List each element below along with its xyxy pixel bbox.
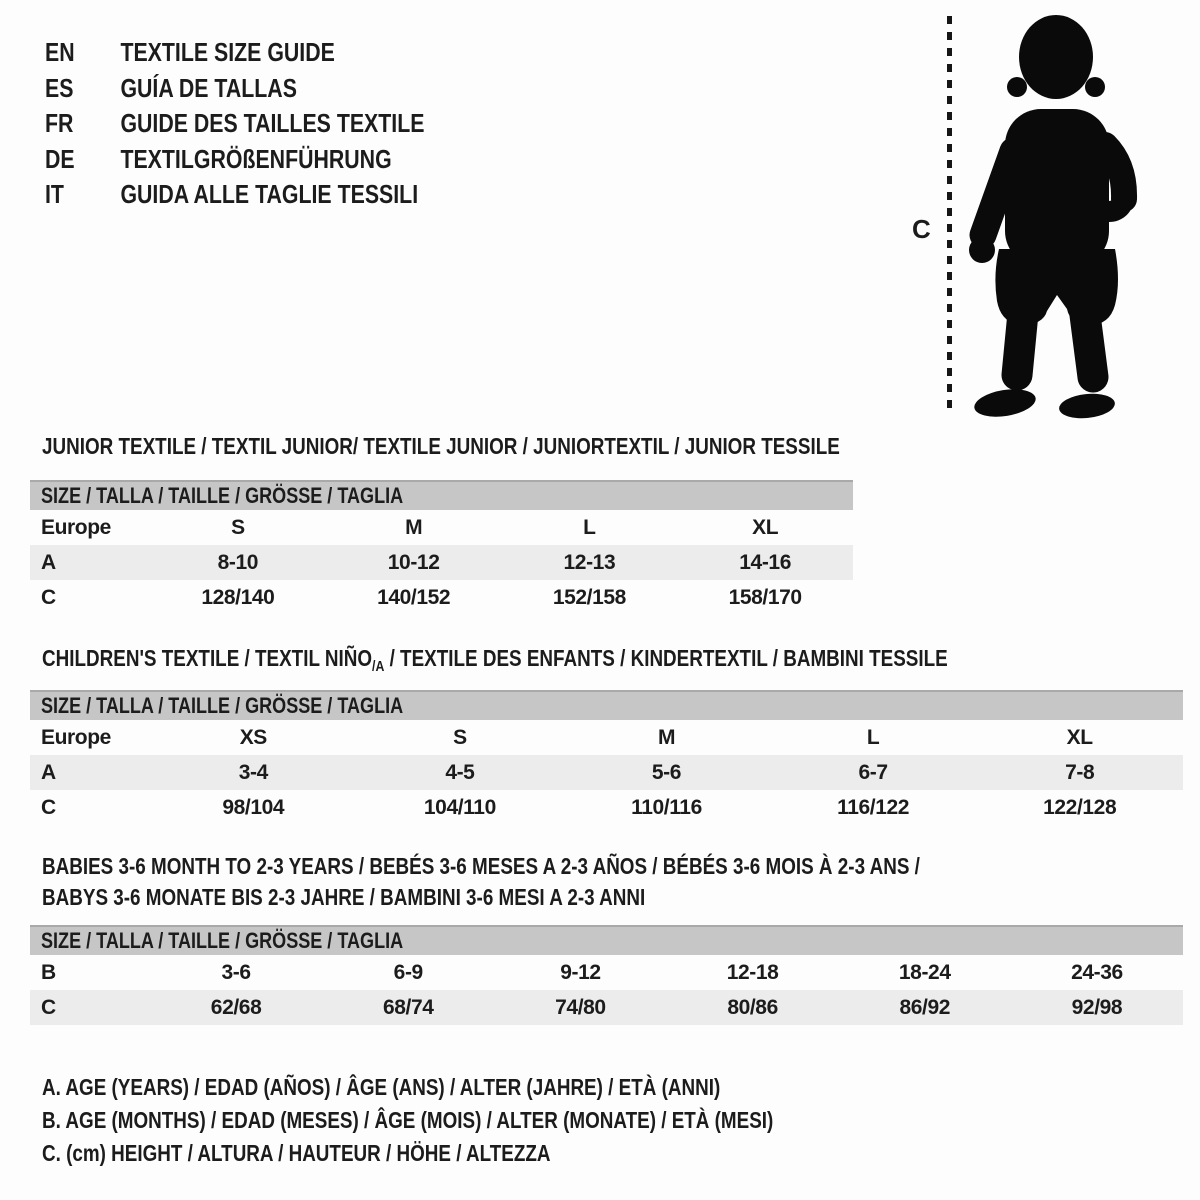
size-cell: M (405, 515, 423, 539)
junior-size-table (30, 480, 853, 615)
size-cell: L (866, 725, 880, 749)
table-row (30, 580, 853, 615)
toddler-silhouette-image (966, 13, 1140, 419)
height-cell: 92/98 (1071, 995, 1123, 1019)
table-row (30, 790, 1183, 825)
row-label: C (41, 585, 56, 609)
language-code: EN (45, 37, 75, 67)
table-row (30, 510, 853, 545)
size-cell: M (657, 725, 676, 749)
legend-line-a: A. AGE (YEARS) / EDAD (AÑOS) / ÂGE (ANS) / ALTER (JAHRE) / ETÀ (ANNI) (42, 1074, 721, 1100)
height-measure-dashed-line (947, 16, 952, 416)
language-code: IT (45, 179, 64, 209)
age-cell: 10-12 (387, 550, 440, 574)
height-measure-label: C (912, 214, 931, 244)
row-label: C (41, 795, 56, 819)
height-cell: 98/104 (222, 795, 285, 819)
age-cell: 9-12 (560, 960, 601, 984)
age-cell: 18-24 (898, 960, 951, 984)
table-row (30, 545, 853, 580)
row-label: C (41, 995, 56, 1019)
size-cell: S (453, 725, 467, 749)
age-cell: 12-18 (726, 960, 779, 984)
language-title: GUIDA ALLE TAGLIE TESSILI (120, 179, 419, 209)
language-title: TEXTILE SIZE GUIDE (120, 37, 335, 67)
height-cell: 140/152 (377, 585, 451, 609)
table-row (30, 755, 1183, 790)
height-cell: 80/86 (727, 995, 778, 1019)
language-title: GUÍA DE TALLAS (120, 72, 297, 103)
table-row (30, 990, 1183, 1025)
age-cell: 6-9 (393, 960, 423, 984)
age-cell: 8-10 (217, 550, 259, 574)
language-code: DE (45, 143, 75, 174)
language-row (45, 177, 508, 213)
row-label: Europe (41, 515, 111, 539)
height-cell: 128/140 (201, 585, 275, 609)
age-cell: 7-8 (1065, 760, 1095, 784)
language-code: FR (45, 108, 74, 138)
language-title: TEXTILGRÖßENFÜHRUNG (120, 143, 392, 174)
height-cell: 158/170 (728, 585, 802, 609)
junior-section-title: JUNIOR TEXTILE / TEXTIL JUNIOR/ TEXTILE JUNIOR / JUNIORTEXTIL / JUNIOR TESSILE (42, 433, 840, 459)
height-cell: 74/80 (555, 995, 606, 1019)
size-header-bar: SIZE / TALLA / TAILLE / GRÖSSE / TAGLIA (30, 690, 1183, 720)
age-cell: 3-6 (221, 960, 251, 984)
age-cell: 24-36 (1071, 960, 1123, 984)
size-cell: S (231, 515, 245, 539)
babies-section-title: BABIES 3-6 MONTH TO 2-3 YEARS / BEBÉS 3-6 MESES A 2-3 AÑOS / BÉBÉS 3-6 MOIS À 2-3 ANS / BABYS 3-6 MONATE BIS 2-3 JAHRE / BAMBINI 3-6 MESI A 2-3 ANNI (42, 853, 920, 910)
age-cell: 3-4 (238, 760, 268, 784)
age-cell: 12-13 (563, 550, 616, 574)
table-row (30, 720, 1183, 755)
legend-line-b: B. AGE (MONTHS) / EDAD (MESES) / ÂGE (MOIS) / ALTER (MONATE) / ETÀ (MESI) (42, 1107, 774, 1133)
height-cell: 62/68 (210, 995, 262, 1019)
language-row (45, 142, 508, 178)
table-row (30, 955, 1183, 990)
size-cell: XL (752, 515, 779, 539)
language-title: GUIDE DES TAILLES TEXTILE (120, 108, 425, 138)
size-cell: XS (239, 725, 267, 749)
children-size-table (30, 690, 1183, 825)
age-cell: 5-6 (651, 760, 682, 784)
row-label: Europe (41, 725, 111, 749)
language-code: ES (45, 72, 74, 103)
language-title-list (45, 35, 508, 213)
language-row (45, 71, 508, 107)
height-cell: 104/110 (423, 795, 496, 819)
height-cell: 86/92 (899, 995, 951, 1019)
height-cell: 68/74 (382, 995, 434, 1019)
children-section-title: CHILDREN'S TEXTILE / TEXTIL $NIÑO_{/A}$ / TEXTILE DES ENFANTS / KINDERTEXTIL / BAMBINI TESSILE (42, 645, 948, 675)
babies-size-table (30, 925, 1183, 1025)
row-label: A (41, 760, 56, 784)
size-cell: XL (1066, 725, 1093, 749)
language-row (45, 35, 508, 71)
row-label: B (41, 960, 56, 984)
age-cell: 6-7 (858, 760, 888, 784)
height-cell: 152/158 (552, 585, 626, 609)
height-cell: 110/116 (631, 795, 702, 819)
measure-legend (42, 1071, 934, 1170)
age-cell: 14-16 (739, 550, 791, 574)
height-cell: 116/122 (837, 795, 910, 819)
language-row (45, 106, 508, 142)
size-header-bar: SIZE / TALLA / TAILLE / GRÖSSE / TAGLIA (30, 480, 853, 510)
age-cell: 4-5 (445, 760, 475, 784)
row-label: A (41, 550, 56, 574)
nino-a-subscript: /A (372, 658, 385, 675)
legend-line-c: C. (cm) HEIGHT / ALTURA / HAUTEUR / HÖHE / ALTEZZA (42, 1140, 551, 1166)
size-header-bar: SIZE / TALLA / TAILLE / GRÖSSE / TAGLIA (30, 925, 1183, 955)
height-cell: 122/128 (1043, 795, 1117, 819)
size-cell: L (583, 515, 596, 539)
